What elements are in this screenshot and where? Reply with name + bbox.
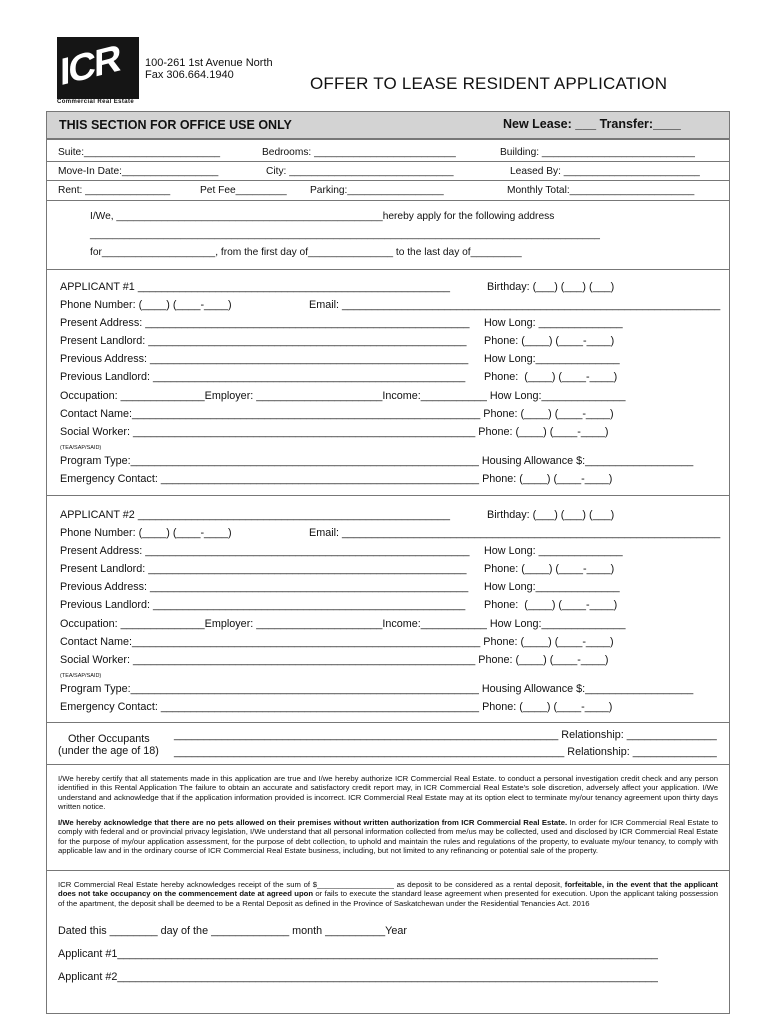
applicant-1-email-field[interactable]: Email: _______________________________________________________________ (309, 299, 721, 311)
applicant-1-signature-field[interactable]: Applicant #1__________________________________________________________________________________________ (58, 948, 658, 960)
document-title: OFFER TO LEASE RESIDENT APPLICATION (310, 74, 668, 93)
divider (46, 722, 730, 723)
applicant-1-tea-label: (TEA/SAP/SAID) (60, 445, 102, 451)
applicant-2-email-field[interactable]: Email: _______________________________________________________________ (309, 527, 721, 539)
applicant-1-present-how-long-field[interactable]: How Long: ______________ (484, 317, 623, 329)
address-line-2: Fax 306.664.1940 (145, 69, 234, 81)
applicant-2-previous-landlord-field[interactable]: Previous Landlord: ____________________________________________________ (60, 599, 466, 611)
applicant-1-present-address-field[interactable]: Present Address: ______________________________________________________ (60, 317, 470, 329)
applicant-2-present-landlord-field[interactable]: Present Landlord: _____________________________________________________ (60, 563, 467, 575)
applicant-2-name-field[interactable]: APPLICANT #2 ____________________________________________________ (60, 509, 451, 521)
privacy-paragraph (58, 818, 718, 855)
applicant-2-previous-address-field[interactable]: Previous Address: _____________________________________________________ (60, 581, 469, 593)
applicant-1-emergency-contact-field[interactable]: Emergency Contact: _____________________________________________________ Phone: (____) (____-____) (60, 473, 613, 485)
divider (46, 870, 730, 871)
divider (46, 180, 730, 181)
applicant-1-phone-field[interactable]: Phone Number: (____) (____-____) (60, 299, 232, 311)
applicant-1-previous-address-field[interactable]: Previous Address: _____________________________________________________ (60, 353, 469, 365)
applicant-1-birthday-field[interactable]: Birthday: (___) (___) (___) (487, 281, 615, 293)
privacy-statement: In order for ICR Commercial Real Estate to comply with federal and or provincial privacy legislation, I/We understand that all personal information collected from me/us may be collected, used and disclosed by ICR Commercial Real Estate for the purpose of my/our application assessment, for the purpose of debt collection, to uphold and maintain the rules and regulations of the property, to evaluate my/our tenancy, to comply with applicable law and in the ordinary course of ICR Commercial Real Estate business, including, but not limited to any refinancing or potential sale of the property. (58, 818, 719, 855)
applicant-1-contact-name-field[interactable]: Contact Name:__________________________________________________________ Phone: (____) (____-____) (60, 408, 614, 420)
applicant-1-present-landlord-field[interactable]: Present Landlord: _____________________________________________________ (60, 335, 467, 347)
deposit-paragraph (58, 880, 718, 908)
office-section-header (46, 111, 730, 139)
divider (46, 495, 730, 496)
other-occupants-age-label: (under the age of 18) (58, 745, 159, 757)
applicant-1-previous-how-long-field[interactable]: How Long:______________ (484, 353, 620, 365)
lease-type-field[interactable]: New Lease: ___ Transfer:____ (503, 117, 681, 131)
divider (46, 764, 730, 765)
applicant-2-occupation-field[interactable]: Occupation: ______________Employer: _____________________Income:___________ How Long:______________ (60, 618, 626, 630)
applicant-1-occupation-field[interactable]: Occupation: ______________Employer: _____________________Income:___________ How Long:______________ (60, 390, 626, 402)
deposit-terms: or fails to execute the standard lease agreement when presented for execution. Upon the applicant taking possession of the apartment, the deposit shall be deemed to be a Rental Deposit as defined in the Province of Saskatchewan under the Residential Tenancies Act. 2016 (58, 889, 718, 908)
address-line-1: 100-261 1st Avenue North (145, 57, 273, 69)
lease-period-line[interactable]: for____________________, from the first day of_______________ to the last day of_________ (90, 247, 522, 258)
applicant-1-previous-landlord-phone-field[interactable]: Phone: (____) (____-____) (484, 371, 618, 383)
office-section-title: THIS SECTION FOR OFFICE USE ONLY (59, 118, 292, 132)
rent-field[interactable]: Rent: _______________ (58, 185, 171, 196)
dated-field[interactable]: Dated this ________ day of the _____________ month __________Year (58, 925, 408, 937)
suite-field[interactable]: Suite:________________________ (58, 147, 221, 158)
applicant-2-program-type-field[interactable]: Program Type:__________________________________________________________ Housing Allowance $:__________________ (60, 683, 694, 695)
applicant-1-previous-landlord-field[interactable]: Previous Landlord: ____________________________________________________ (60, 371, 466, 383)
address-line-blank[interactable]: __________________________________________________________________________________________ (90, 229, 600, 240)
occupant-1-field[interactable]: ________________________________________________________________ Relationship: _______________ (174, 729, 717, 741)
icr-logo (57, 37, 139, 99)
applicant-2-present-landlord-phone-field[interactable]: Phone: (____) (____-____) (484, 563, 615, 575)
bedrooms-field[interactable]: Bedrooms: _________________________ (262, 147, 456, 158)
occupant-2-field[interactable]: _________________________________________________________________ Relationship: ______________ (174, 746, 717, 758)
applicant-2-tea-label: (TEA/SAP/SAID) (60, 673, 102, 679)
deposit-amount-line[interactable]: ICR Commercial Real Estate hereby acknowledges receipt of the sum of $__________________ as deposit to be considered as a rental deposit, (58, 880, 563, 889)
parking-field[interactable]: Parking:_________________ (310, 185, 444, 196)
leased-by-field[interactable]: Leased By: ________________________ (510, 166, 700, 177)
monthly-total-field[interactable]: Monthly Total:______________________ (507, 185, 695, 196)
divider (46, 161, 730, 162)
city-field[interactable]: City: _____________________________ (266, 166, 454, 177)
applicant-1-social-worker-field[interactable]: Social Worker: _________________________________________________________ Phone: (____) (____-____) (60, 426, 609, 438)
move-in-date-field[interactable]: Move-In Date:_________________ (58, 166, 219, 177)
applicant-2-present-address-field[interactable]: Present Address: ______________________________________________________ (60, 545, 470, 557)
applicant-2-present-how-long-field[interactable]: How Long: ______________ (484, 545, 623, 557)
applicant-2-social-worker-field[interactable]: Social Worker: _________________________________________________________ Phone: (____) (____-____) (60, 654, 609, 666)
divider (46, 200, 730, 201)
certification-paragraph: I/We hereby certify that all statements made in this application are true and I/we hereby authorize ICR Commercial Real Estate. to conduct a personal investigation credit check and any person identified in this Rental Application The failure to obtain an accurate and satisfactory credit report may, in ICR Commercial Real Estate's sole discretion, adversely affect your application. I/We understand and acknowledge that if the application information provided is incorrect. ICR Commercial Real Estate may at its option elect to terminate my/our tenancy agreement upon thirty days written notice. (58, 774, 718, 811)
applicant-1-name-field[interactable]: APPLICANT #1 ____________________________________________________ (60, 281, 451, 293)
apply-line[interactable]: I/We, _______________________________________________hereby apply for the following address (90, 211, 555, 222)
applicant-2-emergency-contact-field[interactable]: Emergency Contact: _____________________________________________________ Phone: (____) (____-____) (60, 701, 613, 713)
other-occupants-label: Other Occupants (68, 733, 150, 745)
forfeit-statement: forfeitable, in the event that the applicant does not take occupancy on the commencement date at agreed upon (58, 880, 718, 899)
applicant-2-contact-name-field[interactable]: Contact Name:__________________________________________________________ Phone: (____) (____-____) (60, 636, 614, 648)
building-field[interactable]: Building: ___________________________ (500, 147, 695, 158)
applicant-2-phone-field[interactable]: Phone Number: (____) (____-____) (60, 527, 232, 539)
no-pets-statement: I/We hereby acknowledge that there are no pets allowed on their premises without written authorization from ICR Commercial Real Estate. (58, 818, 568, 827)
applicant-1-program-type-field[interactable]: Program Type:__________________________________________________________ Housing Allowance $:__________________ (60, 455, 694, 467)
applicant-2-signature-field[interactable]: Applicant #2__________________________________________________________________________________________ (58, 971, 658, 983)
pet-fee-field[interactable]: Pet Fee_________ (200, 185, 287, 196)
divider (46, 269, 730, 270)
applicant-1-present-landlord-phone-field[interactable]: Phone: (____) (____-____) (484, 335, 615, 347)
applicant-2-birthday-field[interactable]: Birthday: (___) (___) (___) (487, 509, 615, 521)
applicant-2-previous-landlord-phone-field[interactable]: Phone: (____) (____-____) (484, 599, 618, 611)
applicant-2-previous-how-long-field[interactable]: How Long:______________ (484, 581, 620, 593)
logo-subtitle: Commercial Real Estate (57, 99, 135, 105)
logo-text: ICR (60, 37, 120, 95)
